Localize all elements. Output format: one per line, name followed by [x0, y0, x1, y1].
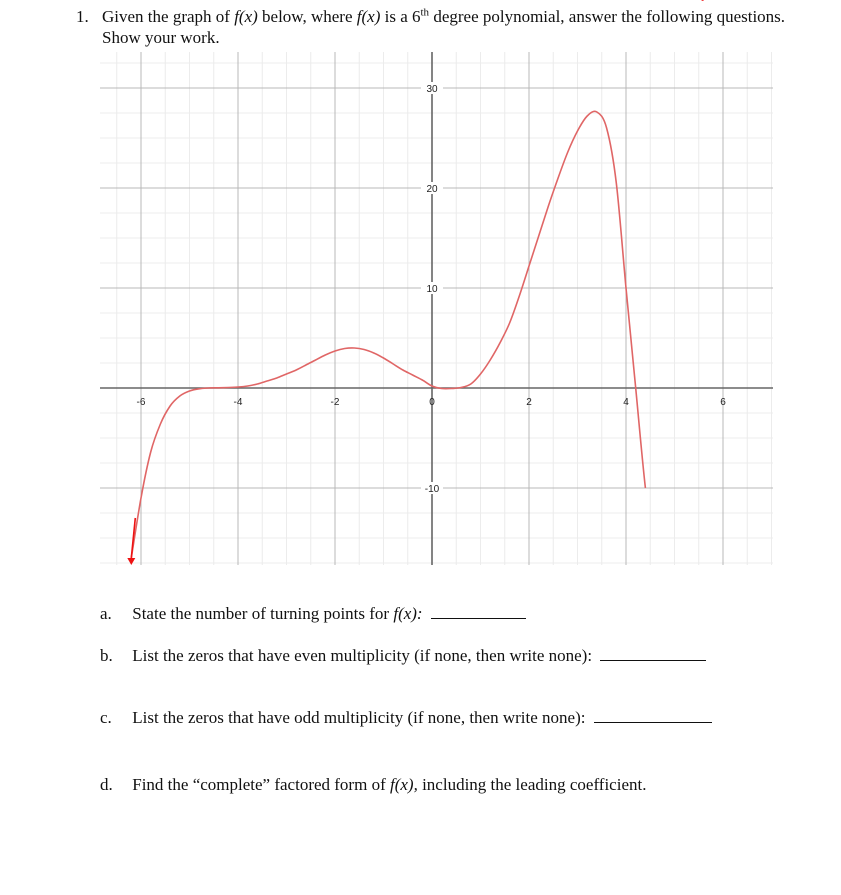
function-curve-path	[131, 111, 645, 558]
part-b-label: b.	[100, 646, 113, 665]
ordinal-suffix: th	[420, 6, 430, 19]
x-tick-label: 4	[623, 397, 629, 408]
part-c	[100, 707, 712, 728]
x-tick-label: -2	[330, 397, 340, 408]
x-tick-label: 2	[526, 397, 532, 408]
left-arrow-head	[127, 558, 135, 565]
prompt-part-2: below, where	[262, 7, 353, 26]
part-d-function: f(x),	[389, 775, 418, 794]
function-name: f(x)	[234, 7, 258, 26]
part-a-label: a.	[100, 604, 112, 623]
part-b	[100, 645, 706, 666]
part-c-label: c.	[100, 708, 112, 727]
part-d-text-2: including the leading coefficient.	[422, 775, 647, 794]
y-tick-label: 30	[426, 84, 438, 95]
x-tick-label: -6	[136, 397, 146, 408]
part-d-label: d.	[100, 775, 113, 794]
part-a	[100, 603, 526, 624]
part-d	[100, 775, 646, 795]
part-a-text: State the number of turning points for	[132, 604, 390, 623]
answer-blank-a[interactable]	[431, 603, 526, 619]
function-name-2: f(x)	[356, 7, 381, 26]
prompt-part-4: degree polynomial, answer the following questions. Show your work.	[102, 7, 786, 47]
question-number: 1.	[76, 7, 89, 26]
part-d-text-1: Find the “complete” factored form of	[132, 775, 386, 794]
x-tick-label: 0	[429, 397, 435, 408]
y-tick-label: 20	[426, 184, 438, 195]
prompt-part-1: Given the graph of	[102, 7, 230, 26]
part-c-text: List the zeros that have odd multiplicity (if none, then write none):	[132, 708, 586, 727]
answer-blank-c[interactable]	[594, 707, 712, 723]
y-tick-label: 10	[426, 284, 438, 295]
x-tick-label: 6	[720, 397, 726, 408]
prompt-part-3: is a 6	[384, 7, 421, 26]
y-tick-label: -10	[424, 484, 440, 495]
answer-blank-b[interactable]	[600, 645, 706, 661]
part-a-function: f(x):	[393, 604, 423, 623]
part-b-text: List the zeros that have even multiplicity (if none, then write none):	[132, 646, 593, 665]
x-tick-label: -4	[233, 397, 243, 408]
